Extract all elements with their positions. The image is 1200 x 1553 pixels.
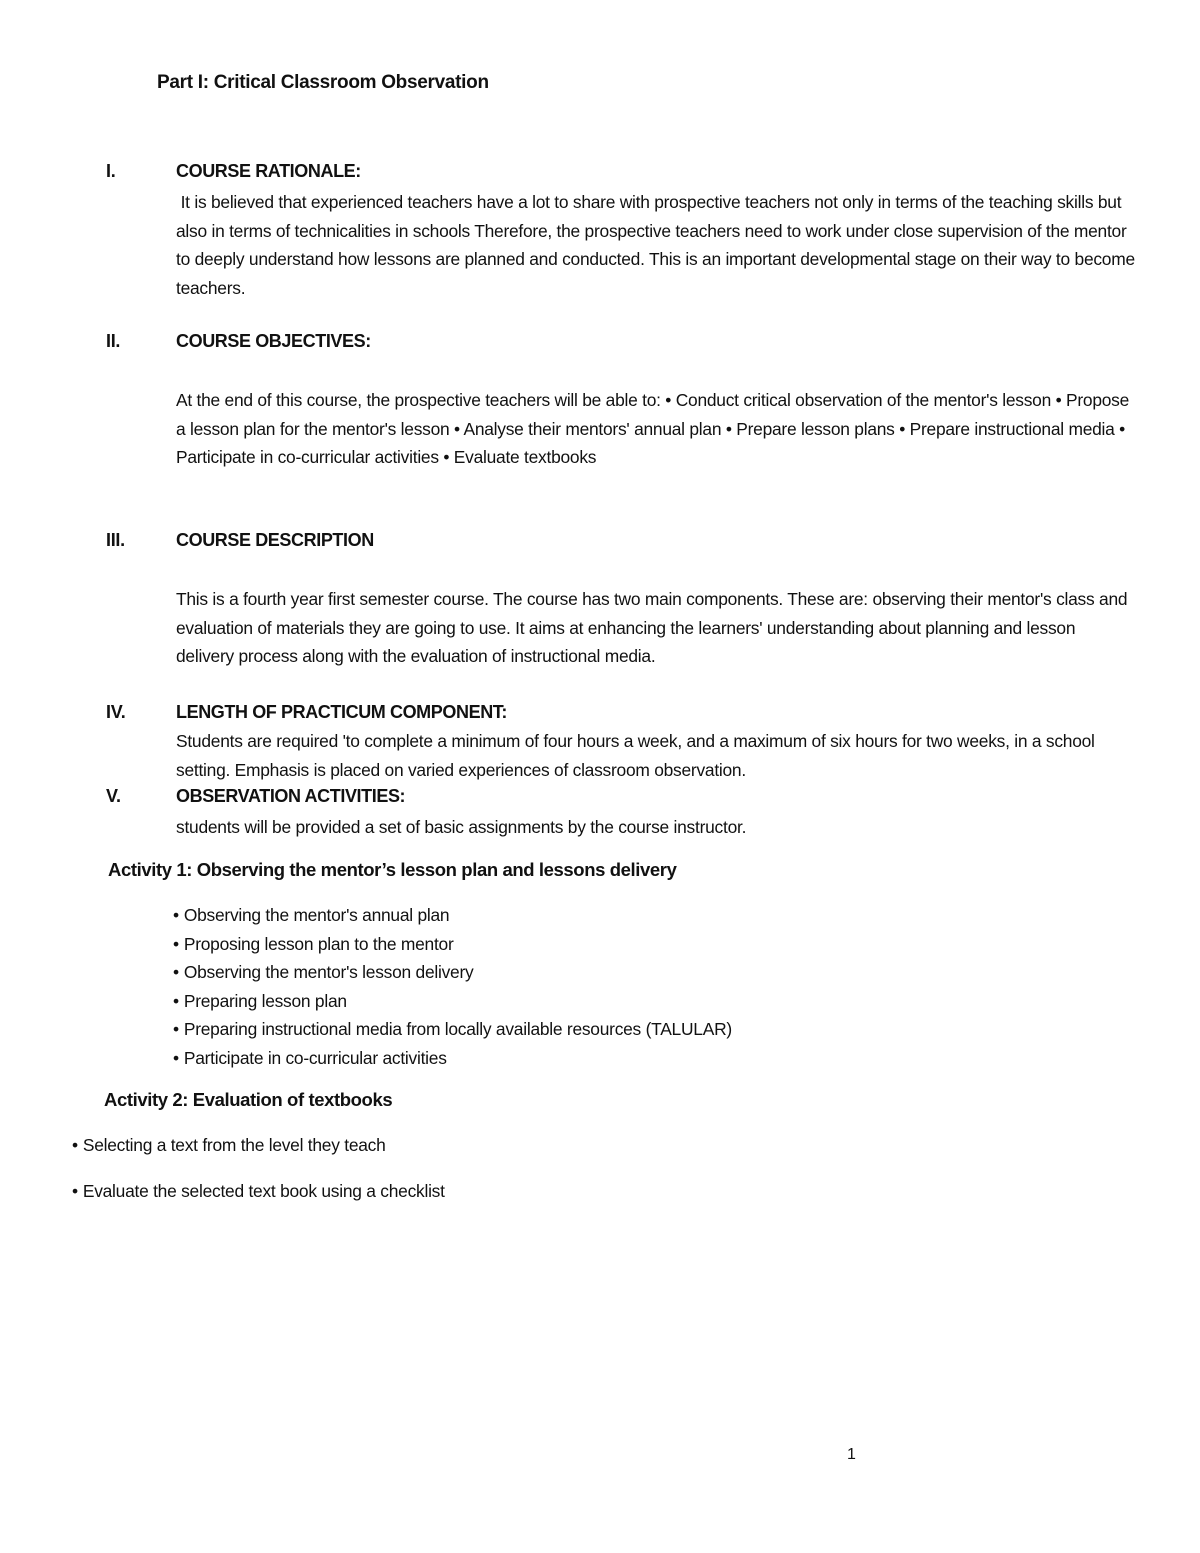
list-item-text: Preparing instructional media from locally available resources (TALULAR) (183, 1019, 732, 1039)
bullet-icon: • (173, 962, 179, 982)
list-item (173, 1015, 732, 1044)
list-item (72, 1131, 445, 1177)
list-item-text: Participate in co-curricular activities (183, 1047, 447, 1068)
list-item-text: Proposing lesson plan to the mentor (183, 933, 454, 954)
list-item (173, 930, 732, 959)
list-item-text: Observing the mentor's annual plan (183, 905, 450, 925)
list-item (173, 987, 732, 1016)
section-heading: COURSE DESCRIPTION (176, 530, 374, 550)
bullet-icon: • (173, 905, 179, 925)
bullet-icon: • (72, 1181, 78, 1201)
activity-1-list (173, 901, 732, 1072)
section-heading: COURSE RATIONALE: (176, 161, 361, 181)
bullet-icon: • (72, 1135, 78, 1155)
list-item-text: Preparing lesson plan (183, 990, 347, 1011)
bullet-icon: • (173, 1047, 179, 1068)
list-item-text: Observing the mentor's lesson delivery (183, 962, 474, 982)
section-heading: LENGTH OF PRACTICUM COMPONENT: (176, 702, 507, 722)
section-numeral: II. (106, 331, 121, 351)
bullet-icon: • (173, 990, 179, 1011)
list-item (72, 1177, 445, 1206)
list-item-text: Evaluate the selected text book using a checklist (82, 1181, 445, 1201)
list-item (173, 1044, 732, 1073)
activity-2-title: Activity 2: Evaluation of textbooks (104, 1089, 393, 1110)
section-body: This is a fourth year first semester course. The course has two main components. These are: observing their mentor's class and evaluation of materials they are going to use. It aims at enhancing the learners' understanding about planning and lesson delivery process along with the evaluation of instructional media. (176, 589, 1128, 667)
bullet-icon: • (173, 933, 179, 954)
section-body: At the end of this course, the prospective teachers will be able to: • Conduct critical observation of the mentor's lesson • Propose a lesson plan for the mentor's lesson • Analyse their mentors' annual plan • Prepare lesson plans • Prepare instructional media • Participate in co-curricular activities • Evaluate textbooks (176, 390, 1130, 468)
section-heading: COURSE OBJECTIVES: (176, 331, 371, 351)
list-item (173, 901, 732, 930)
section-numeral: IV. (106, 702, 126, 722)
section-numeral: V. (106, 786, 121, 806)
activity-1-title: Activity 1: Observing the mentor’s lesson plan and lessons delivery (108, 859, 677, 880)
section-body: It is believed that experienced teachers have a lot to share with prospective teachers not only in terms of the teaching skills but also in terms of technicalities in schools Therefore, the prospective teachers need to work under close supervision of the mentor to deeply understand how lessons are planned and conducted. This is an important developmental stage on their way to become teachers. (176, 192, 1140, 298)
activity-2-list (72, 1131, 445, 1206)
page-title: Part I: Critical Classroom Observation (157, 72, 489, 93)
page-number: 1 (847, 1446, 856, 1463)
section-body: students will be provided a set of basic assignments by the course instructor. (176, 817, 747, 837)
section-body: Students are required 'to complete a minimum of four hours a week, and a maximum of six hours for two weeks, in a school setting. Emphasis is placed on varied experiences of classroom observation. (176, 731, 1095, 780)
list-item (173, 958, 732, 987)
section-numeral: III. (106, 530, 125, 550)
section-heading: OBSERVATION ACTIVITIES: (176, 786, 406, 806)
list-item-text: Selecting a text from the level they teach (82, 1135, 386, 1155)
section-numeral: I. (106, 161, 116, 181)
bullet-icon: • (173, 1019, 179, 1039)
